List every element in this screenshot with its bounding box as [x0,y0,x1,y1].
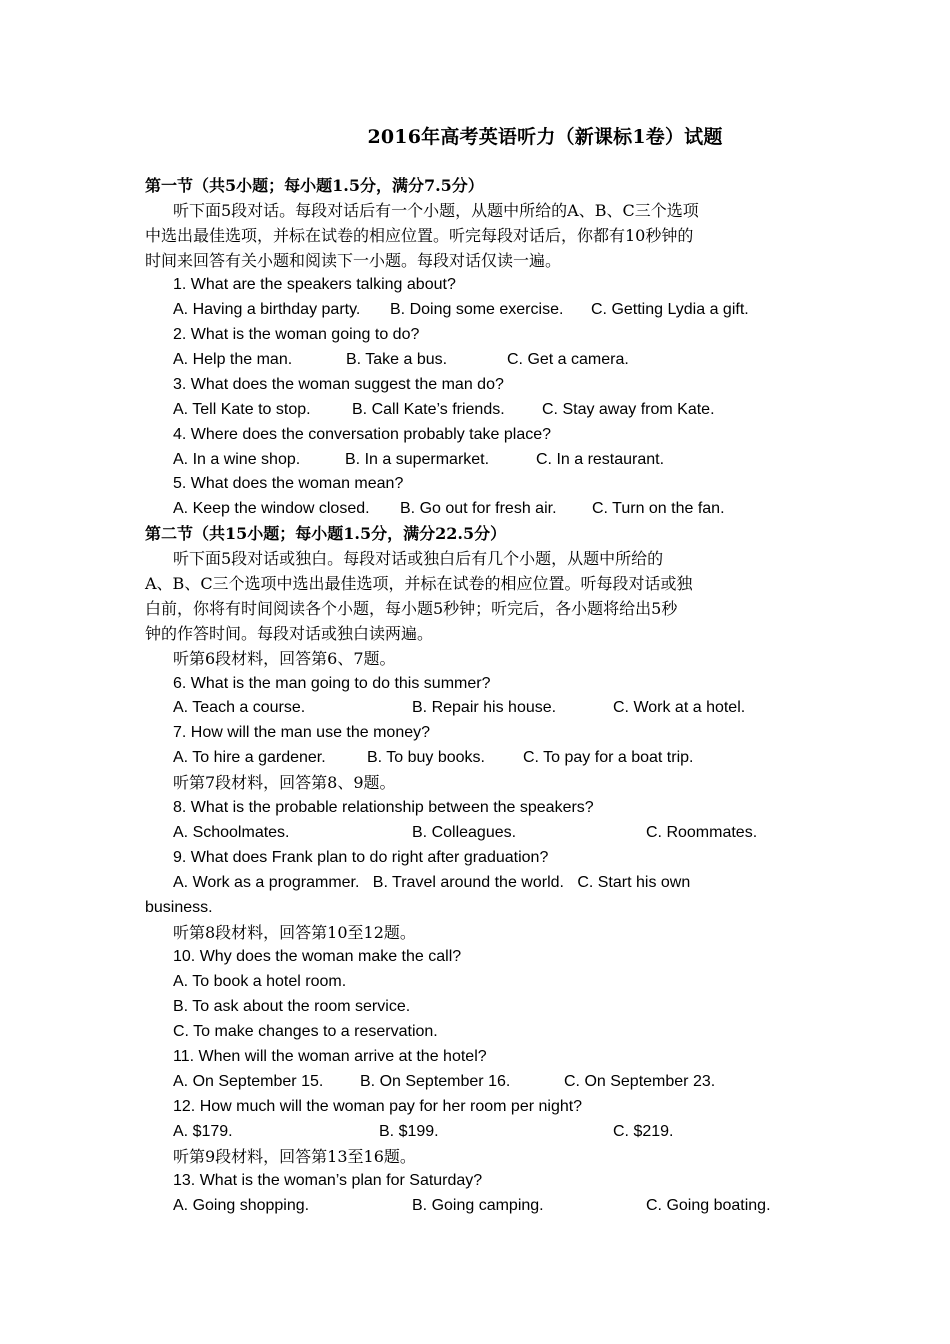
question-2: 2. What is the woman going to do? [173,326,420,343]
question-7: 7. How will the man use the money? [173,724,431,741]
q12-option-c: C. $219. [613,1123,674,1140]
q6-option-a: A. Teach a course. [173,699,306,716]
section1-heading: 第一节（共5小题；每小题1.5分，满分7.5分） [145,176,484,195]
q5-option-c: C. Turn on the fan. [592,500,725,517]
q4-option-a: A. In a wine shop. [173,451,301,468]
q8-option-c: C. Roommates. [646,824,758,841]
section2-intro-line: A、B、C三个选项中选出最佳选项，并标在试卷的相应位置。听每段对话或独 [145,574,693,593]
material-9-instruction: 听第9段材料，回答第13至16题。 [173,1147,416,1166]
q3-option-b: B. Call Kate’s friends. [352,401,505,418]
q8-option-b: B. Colleagues. [412,824,517,841]
q4-option-b: B. In a supermarket. [345,451,490,468]
q4-option-c: C. In a restaurant. [536,451,665,468]
q11-option-a: A. On September 15. [173,1073,324,1090]
section2-intro-line: 白前，你将有时间阅读各个小题，每小题5秒钟；听完后，各小题将给出5秒 [145,599,678,618]
material-8-instruction: 听第8段材料，回答第10至12题。 [173,923,416,942]
section2-heading: 第二节（共15小题；每小题1.5分，满分22.5分） [145,524,507,543]
q3-option-c: C. Stay away from Kate. [542,401,715,418]
q7-option-c: C. To pay for a boat trip. [523,749,694,766]
question-5: 5. What does the woman mean? [173,475,404,492]
q13-option-c: C. Going boating. [646,1197,771,1214]
material-6-instruction: 听第6段材料，回答第6、7题。 [173,649,396,668]
q12-option-a: A. $179. [173,1123,233,1140]
material-7-instruction: 听第7段材料，回答第8、9题。 [173,773,396,792]
question-9: 9. What does Frank plan to do right after graduation? [173,849,549,866]
q11-option-c: C. On September 23. [564,1073,716,1090]
section1-intro-line: 时间来回答有关小题和阅读下一小题。每段对话仅读一遍。 [145,251,562,270]
q7-option-b: B. To buy books. [367,749,485,766]
q2-option-b: B. Take a bus. [346,351,448,368]
q1-option-c: C. Getting Lydia a gift. [591,301,749,318]
section1-intro-line: 听下面5段对话。每段对话后有一个小题，从题中所给的A、B、C三个选项 [173,201,699,220]
q2-option-c: C. Get a camera. [507,351,629,368]
q1-option-a: A. Having a birthday party. [173,301,361,318]
q6-option-b: B. Repair his house. [412,699,557,716]
q8-option-a: A. Schoolmates. [173,824,290,841]
page-title: 2016年高考英语听力（新课标1卷）试题 [367,126,723,148]
question-3: 3. What does the woman suggest the man do? [173,376,504,393]
q1-option-b: B. Doing some exercise. [390,301,564,318]
question-13: 13. What is the woman’s plan for Saturday? [173,1172,483,1189]
question-6: 6. What is the man going to do this summer? [173,675,491,692]
q13-option-b: B. Going camping. [412,1197,544,1214]
q13-option-a: A. Going shopping. [173,1197,310,1214]
section1-intro-line: 中选出最佳选项，并标在试卷的相应位置。听完每段对话后，你都有10秒钟的 [145,226,694,245]
q5-option-a: A. Keep the window closed. [173,500,370,517]
q3-option-a: A. Tell Kate to stop. [173,401,311,418]
q11-option-b: B. On September 16. [360,1073,511,1090]
question-11: 11. When will the woman arrive at the hotel? [173,1048,487,1065]
section2-intro-line: 听下面5段对话或独白。每段对话或独白后有几个小题，从题中所给的 [173,549,664,568]
q9-options-wrap: business. [145,899,213,916]
q12-option-b: B. $199. [379,1123,439,1140]
q7-option-a: A. To hire a gardener. [173,749,326,766]
question-10: 10. Why does the woman make the call? [173,948,462,965]
section2-intro-line: 钟的作答时间。每段对话或独白读两遍。 [145,624,434,643]
q5-option-b: B. Go out for fresh air. [400,500,557,517]
question-1: 1. What are the speakers talking about? [173,276,456,293]
q2-option-a: A. Help the man. [173,351,293,368]
q10-option-b: B. To ask about the room service. [173,998,411,1015]
question-12: 12. How much will the woman pay for her room per night? [173,1098,583,1115]
question-8: 8. What is the probable relationship between the speakers? [173,799,594,816]
question-4: 4. Where does the conversation probably take place? [173,426,552,443]
q9-options: A. Work as a programmer. B. Travel around the world. C. Start his own [173,874,691,891]
q10-option-c: C. To make changes to a reservation. [173,1023,438,1040]
q6-option-c: C. Work at a hotel. [613,699,746,716]
q10-option-a: A. To book a hotel room. [173,973,347,990]
